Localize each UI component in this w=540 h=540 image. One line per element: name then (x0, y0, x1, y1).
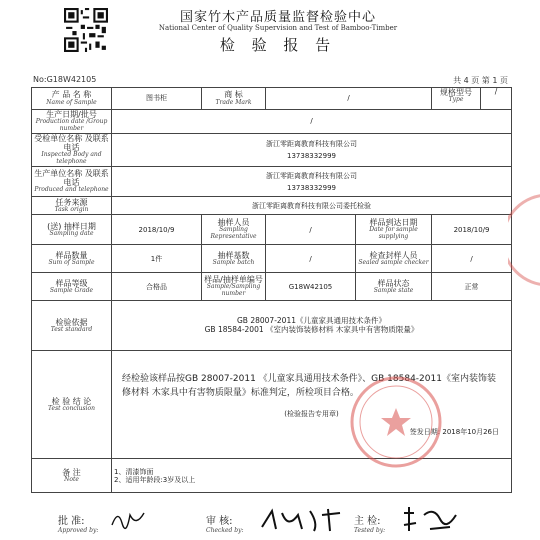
value-trademark: / (266, 88, 432, 110)
label-sampling-number: 样品/抽样单编号 Sample/Sampling number (202, 273, 266, 301)
official-seal-stamp (346, 372, 446, 472)
table-row (32, 197, 512, 215)
label-producer: 生产单位名称 及联系电话 Produced and telephone (32, 167, 112, 197)
header-cn-title: 国家竹木产品质量监督检验中心 (179, 10, 376, 25)
checker-signature (258, 505, 348, 535)
conclusion-stamp-note: (检验报告专用章) (284, 410, 339, 419)
header-en-title: National Center of Quality Supervision and Test of Bamboo-Timber (158, 24, 398, 32)
document-title: 检 验 报 告 (219, 36, 337, 54)
label-test-standard: 检验依据 Test standard (32, 301, 112, 351)
approver-signature (108, 505, 148, 533)
value-sealed-checker: / (432, 245, 512, 273)
value-producer: 浙江零距离教育科技有限公司 13738332999 (112, 167, 512, 197)
label-sample-batch: 抽样基数 Sample batch (202, 245, 266, 273)
label-task-origin: 任务来源 Task origin (32, 197, 112, 215)
value-sample-sum: 1件 (112, 245, 202, 273)
label-sealed-checker: 检查封样人员 Sealed sample checker (356, 245, 432, 273)
table-row (32, 301, 512, 351)
value-sample-grade: 合格品 (112, 273, 202, 301)
value-sample-name: 图书柜 (112, 88, 202, 110)
label-sampling-date: (送) 抽样日期 Sampling date (32, 215, 112, 245)
approved-by-label: 批 准: Approved by: (58, 516, 99, 534)
value-arrival-date: 2018/10/9 (432, 215, 512, 245)
table-row (32, 215, 512, 245)
value-conclusion (112, 351, 512, 459)
table-row (32, 245, 512, 273)
value-sample-batch: / (266, 245, 356, 273)
table-row (32, 273, 512, 301)
value-sample-state: 正常 (432, 273, 512, 301)
value-test-standard: GB 28007-2011《儿童家具通用技术条件》 GB 18584-2001 《室内装饰装修材料 木家具中有害物质限量》 (112, 301, 512, 351)
label-production-date: 生产日期/批号 Production date /Group number (32, 110, 112, 134)
value-sampling-rep: / (266, 215, 356, 245)
tested-by-label: 主 检: Tested by: (354, 516, 386, 534)
value-remarks: 1、清漆饰面 2、适用年龄段:3岁及以上 (112, 459, 512, 493)
qr-code (64, 8, 108, 52)
value-inspected-body: 浙江零距离教育科技有限公司 13738332999 (112, 133, 512, 166)
checked-by-label: 审 核: Checked by: (206, 516, 244, 534)
label-sample-name: 产 品 名 称 Name of Sample (32, 88, 112, 110)
label-sampling-rep: 抽样人员 Sampling Representative (202, 215, 266, 245)
table-row (32, 110, 512, 134)
value-sampling-date: 2018/10/9 (112, 215, 202, 245)
value-task-origin: 浙江零距离教育科技有限公司委托检验 (112, 197, 512, 215)
conclusion-text: 经检验该样品按GB 28007-2011 《儿童家具通用技术条件》、GB 18584-2011《室内装饰装修材料 木家具中有害物质限量》标准判定，所检项目合格。 (122, 374, 496, 398)
label-sample-state: 样品状态 Sample state (356, 273, 432, 301)
type-cell: 规格型号 Type / (432, 88, 512, 110)
report-number: No:G18W42105 (33, 75, 97, 84)
label-inspected-body: 受检单位名称 及联系电话 Inspected Body and telephone (32, 133, 112, 166)
label-remarks: 备 注 Note (32, 459, 112, 493)
issue-date: 签发日期: 2018年10月26日 (409, 428, 500, 437)
page-info: 共 4 页 第 1 页 (453, 76, 508, 85)
label-sample-grade: 样品等级 Sample Grade (32, 273, 112, 301)
table-row (32, 133, 512, 166)
value-sampling-number: G18W42105 (266, 273, 356, 301)
value-type: / (494, 87, 498, 96)
side-seal-stamp (508, 190, 540, 290)
label-conclusion: 检 验 结 论 Test conclusion (32, 351, 112, 459)
value-production-date: / (112, 110, 512, 134)
table-row (32, 88, 512, 110)
table-row (32, 167, 512, 197)
tester-signature (400, 505, 460, 535)
label-sample-sum: 样品数量 Sum of Sample (32, 245, 112, 273)
label-trademark: 商 标 Trade Mark (202, 88, 266, 110)
label-arrival-date: 样品到达日期 Date for sample supplying (356, 215, 432, 245)
